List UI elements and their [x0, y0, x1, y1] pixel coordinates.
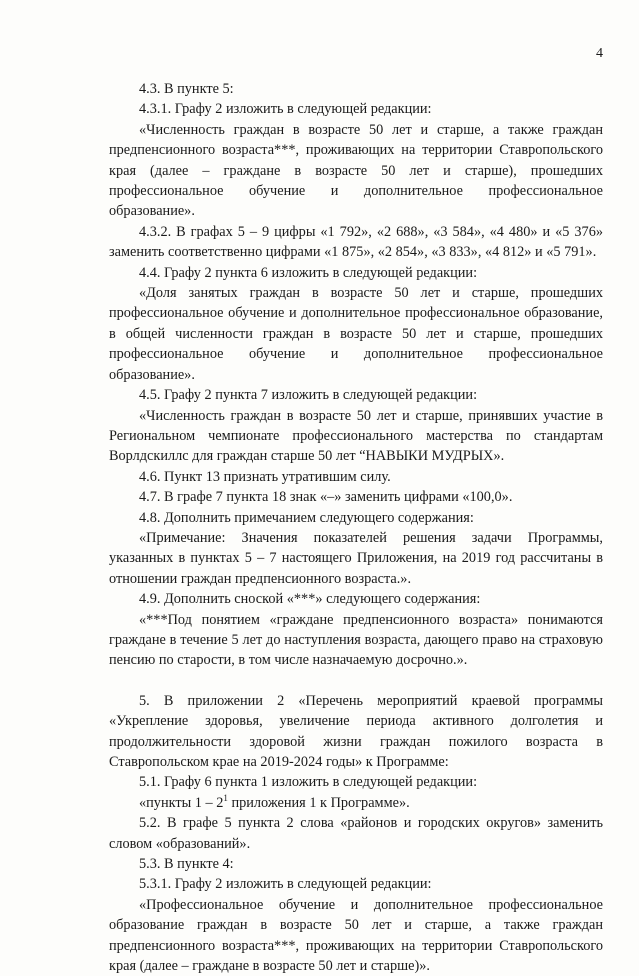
paragraph-5-2: 5.2. В графе 5 пункта 2 слова «районов и городских округов» заменить словом «образований». [109, 815, 603, 852]
quote-5-3-1: «Профессиональное обучение и дополнительное профессиональное образование граждан в возрасте 50 лет и старше, а также граждан предпенсионного возраста***, проживающих на территории Ставропольского края (далее – граждане в возрасте 50 лет и старше)». [109, 896, 603, 975]
paragraph-4-5: 4.5. Графу 2 пункта 7 изложить в следующей редакции: [139, 387, 478, 404]
page-number: 4 [596, 46, 603, 61]
quote-4-9: «***Под понятием «граждане предпенсионного возраста» понимаются граждане в течение 5 лет до наступления возраста, дающего право на страховую пенсию по старости, в том числе назначаемую досрочно.». [109, 611, 603, 669]
quote-4-4: «Доля занятых граждан в возрасте 50 лет и старше, прошедших профессиональное обучение и дополнительное профессиональное образование, в общей численности граждан в возрасте 50 лет и старше, прошедших профессиональное обучение и дополнительное профессиональное образование». [109, 285, 603, 383]
paragraph-5: 5. В приложении 2 «Перечень мероприятий краевой программы «Укрепление здоровья, увеличение периода активного долголетия и продолжительности здоровой жизни граждан пожилого возраста в Ставропольском крае на 2019-2024 годы» к Программе: [109, 692, 603, 770]
paragraph-4-8: 4.8. Дополнить примечанием следующего содержания: [139, 509, 474, 526]
quote-4-3-1: «Численность граждан в возрасте 50 лет и старше, а также граждан предпенсионного возраста***, проживающих на территории Ставропольского края (далее – граждане в возрасте 50 лет и старше), прошедших профессиональное обучение и дополнительное профессиональное образование». [109, 121, 603, 220]
paragraph-4-3-1: 4.3.1. Графу 2 изложить в следующей редакции: [139, 101, 432, 118]
paragraph-4-6: 4.6. Пункт 13 признать утратившим силу. [139, 468, 391, 485]
quote-5-1-after: приложения 1 к Программе». [227, 794, 410, 811]
paragraph-5-3: 5.3. В пункте 4: [139, 856, 234, 873]
document-body [109, 79, 603, 976]
paragraph-4-7: 4.7. В графе 7 пункта 18 знак «–» заменить цифрами «100,0». [139, 489, 513, 506]
paragraph-5-1: 5.1. Графу 6 пункта 1 изложить в следующей редакции: [139, 774, 478, 791]
paragraph-4-3: 4.3. В пункте 5: [139, 81, 234, 97]
quote-5-1 [109, 793, 603, 813]
paragraph-4-9: 4.9. Дополнить сноской «***» следующего содержания: [139, 591, 481, 608]
paragraph-4-3-2: 4.3.2. В графах 5 – 9 цифры «1 792», «2 688», «3 584», «4 480» и «5 376» заменить соответственно цифрами «1 875», «2 854», «3 833», «4 812» и «5 791». [109, 223, 603, 261]
paragraph-4-4: 4.4. Графу 2 пункта 6 изложить в следующей редакции: [139, 264, 478, 281]
quote-4-8: «Примечание: Значения показателей решения задачи Программы, указанных в пунктах 5 – 7 настоящего Приложения, на 2019 год рассчитаны в отношении граждан предпенсионного возраста.». [109, 529, 603, 587]
paragraph-5-3-1: 5.3.1. Графу 2 изложить в следующей редакции: [139, 876, 432, 893]
quote-5-1-before: «пункты 1 – 2 [139, 794, 224, 811]
quote-5-1-superscript: 1 [223, 793, 228, 804]
quote-4-5: «Численность граждан в возрасте 50 лет и старше, принявших участие в Региональном чемпионате профессионального мастерства по стандартам Ворлдскиллс для граждан старше 50 лет “НАВЫКИ МУДРЫХ». [109, 407, 603, 465]
